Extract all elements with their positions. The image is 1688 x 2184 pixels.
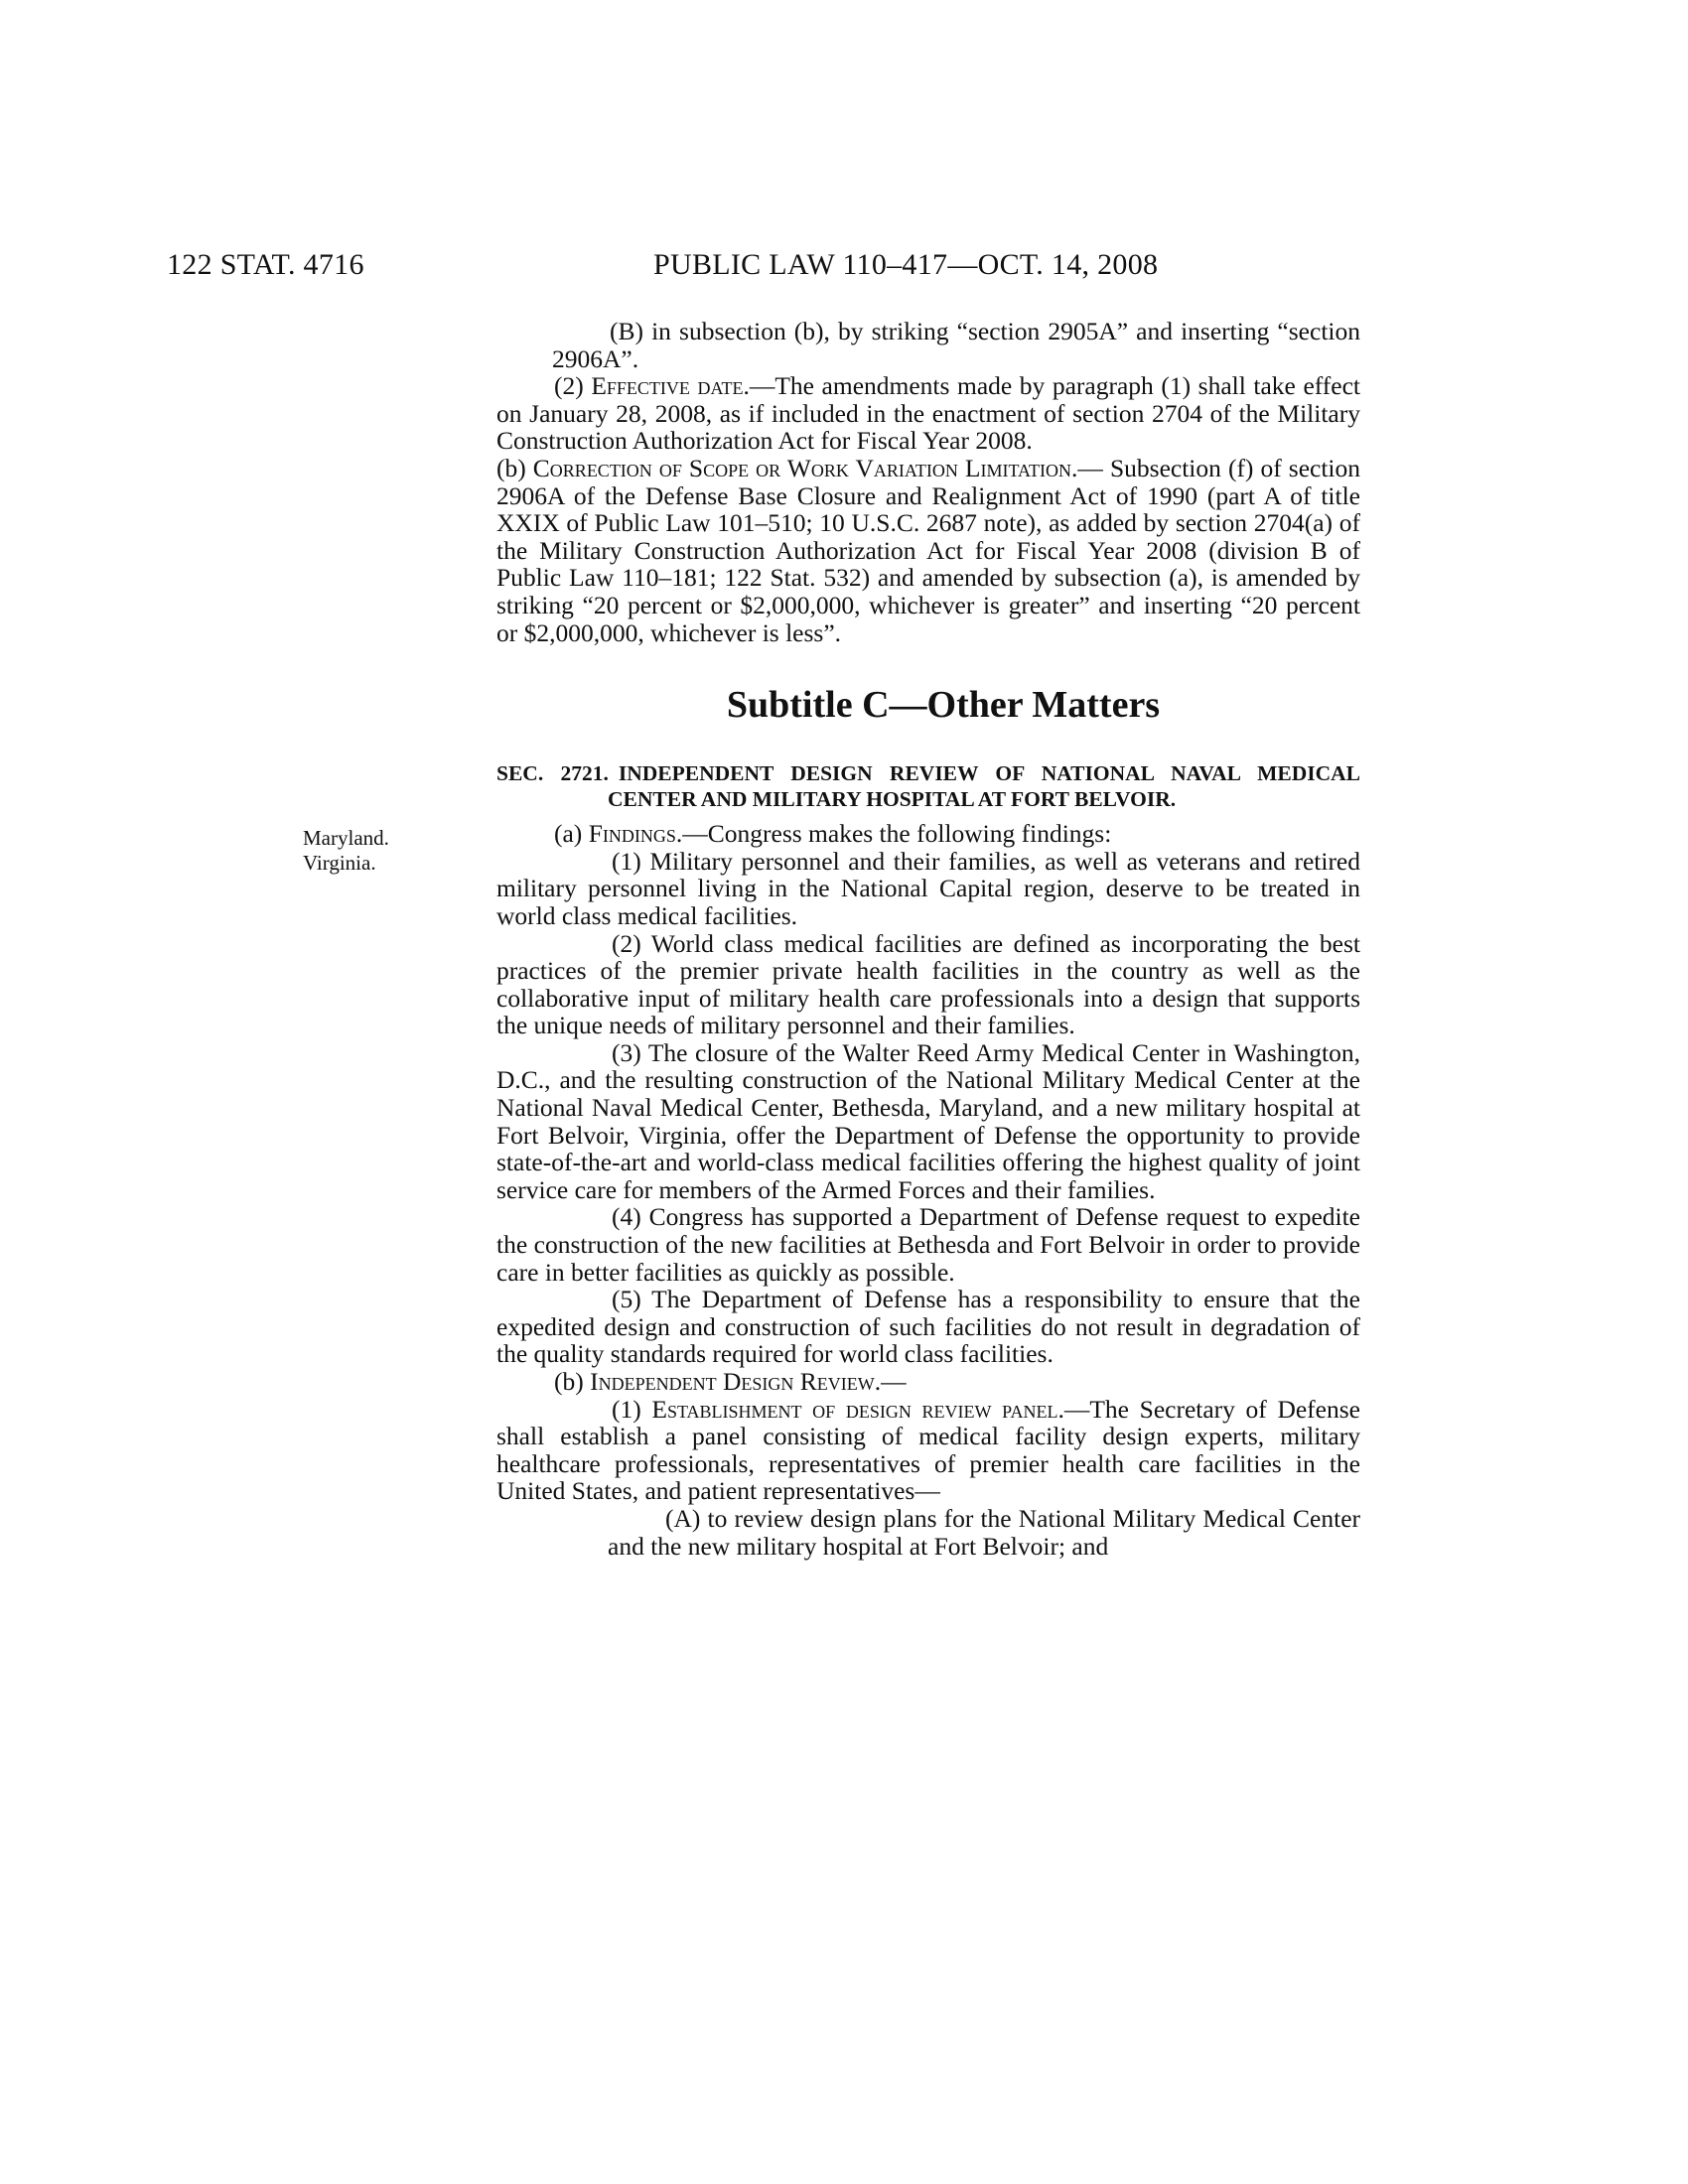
findings-heading: Findings — [588, 819, 676, 849]
panel-heading: Establishment of design review panel — [651, 1394, 1058, 1424]
public-law-header: PUBLIC LAW 110–417—OCT. 14, 2008 — [653, 248, 1159, 281]
effective-date-heading: Effective date — [591, 371, 744, 401]
subtitle-heading: Subtitle C—Other Matters — [726, 684, 1161, 727]
finding-4: (4) Congress has supported a Department of Defense request to expedite the construction of the new facilities at Bethesda and Fort Belvoir in order to provide care in better facilities as quickly as possible. — [496, 1202, 1360, 1287]
subsection-findings — [496, 820, 1360, 848]
section-heading — [496, 760, 1360, 812]
finding-5: (5) The Department of Defense has a responsibility to ensure that the expedited design and construction of such facilities do not result in degradation of the quality standards required for world class facilities. — [496, 1285, 1360, 1369]
finding-3: (3) The closure of the Walter Reed Army Medical Center in Washington, D.C., and the resulting construction of the National Military Medical Center at the National Naval Medical Center, Bethesda, Maryland, and a new military hospital at Fort Belvoir, Virginia, offer the Department of Defense the opportunity to provide state-of-the-art and world-class medical facilities offering the highest quality of joint service care for members of the Armed Forces and their families. — [496, 1037, 1360, 1204]
effective-date-text: .—The amendments made by paragraph (1) shall take effect on January 28, 2008, as if included in the enactment of section 2704 of the Military Construction Authorization Act for Fiscal Year 2008. — [496, 371, 1361, 456]
paragraph-panel — [496, 1396, 1360, 1505]
stat-reference: 122 STAT. 4716 — [167, 248, 364, 281]
correction-text: .— Subsection (f) of section 2906A of the Defense Base Closure and Realignment Act of 1990 (part A of title XXIX of Public Law 101–510; 10 U.S.C. 2687 note), as added by section 2704(a) of the Military Construction Authorization Act for Fiscal Year 2008 (division B of Public Law 110–181; 122 Stat. 532) and amended by subsection (a), is amended by striking “20 percent or $2,000,000, whichever is greater” and inserting “20 percent or $2,000,000, whichever is less”. — [496, 453, 1361, 647]
independent-review-heading: Independent Design Review — [590, 1367, 875, 1396]
paragraph-number: (2) — [554, 371, 592, 401]
subsection-letter: (b) — [554, 1367, 591, 1396]
correction-heading: Correction of Scope or Work Variation Limitation — [532, 453, 1072, 482]
subsection-letter: (a) — [554, 819, 589, 849]
paragraph-b-amendment: (B) in subsection (b), by striking “section 2905A” and inserting “section 2906A”. — [552, 317, 1360, 373]
panel-subparagraph-a: (A) to review design plans for the National Military Medical Center and the new military hospital at Fort Belvoir; and — [608, 1503, 1360, 1561]
section-title: INDEPENDENT DESIGN REVIEW OF NATIONAL NAVAL MEDICAL CENTER AND MILITARY HOSPITAL AT FORT BELVOIR. — [608, 761, 1360, 812]
margin-note — [303, 826, 389, 876]
panel-text: .—The Secretary of Defense shall establish a panel consisting of medical facility design experts, military healthcare professionals, representatives of premier health care facilities in the United States, and patient representatives— — [496, 1394, 1360, 1506]
document-body — [496, 318, 1360, 1560]
finding-2: (2) World class medical facilities are defined as incorporating the best practices of the premier private health facilities in the country as well as the collaborative input of military health care professionals into a design that supports the unique needs of military personnel and their families. — [496, 928, 1360, 1040]
correction-lead: (b) — [496, 453, 533, 482]
independent-review-dash: .— — [874, 1367, 907, 1396]
paragraph-correction — [496, 455, 1360, 646]
section-number: SEC. 2721. — [496, 761, 609, 786]
margin-note-maryland: Maryland. — [303, 826, 389, 850]
paragraph-effective-date — [496, 372, 1360, 455]
findings-intro: .—Congress makes the following findings: — [675, 819, 1112, 849]
margin-note-virginia: Virginia. — [303, 851, 376, 875]
paragraph-number: (1) — [612, 1394, 652, 1424]
subsection-independent-review — [496, 1368, 1360, 1396]
finding-1: (1) Military personnel and their families, as well as veterans and retired military personnel living in the National Capital region, deserve to be treated in world class medical facilities. — [496, 846, 1360, 930]
